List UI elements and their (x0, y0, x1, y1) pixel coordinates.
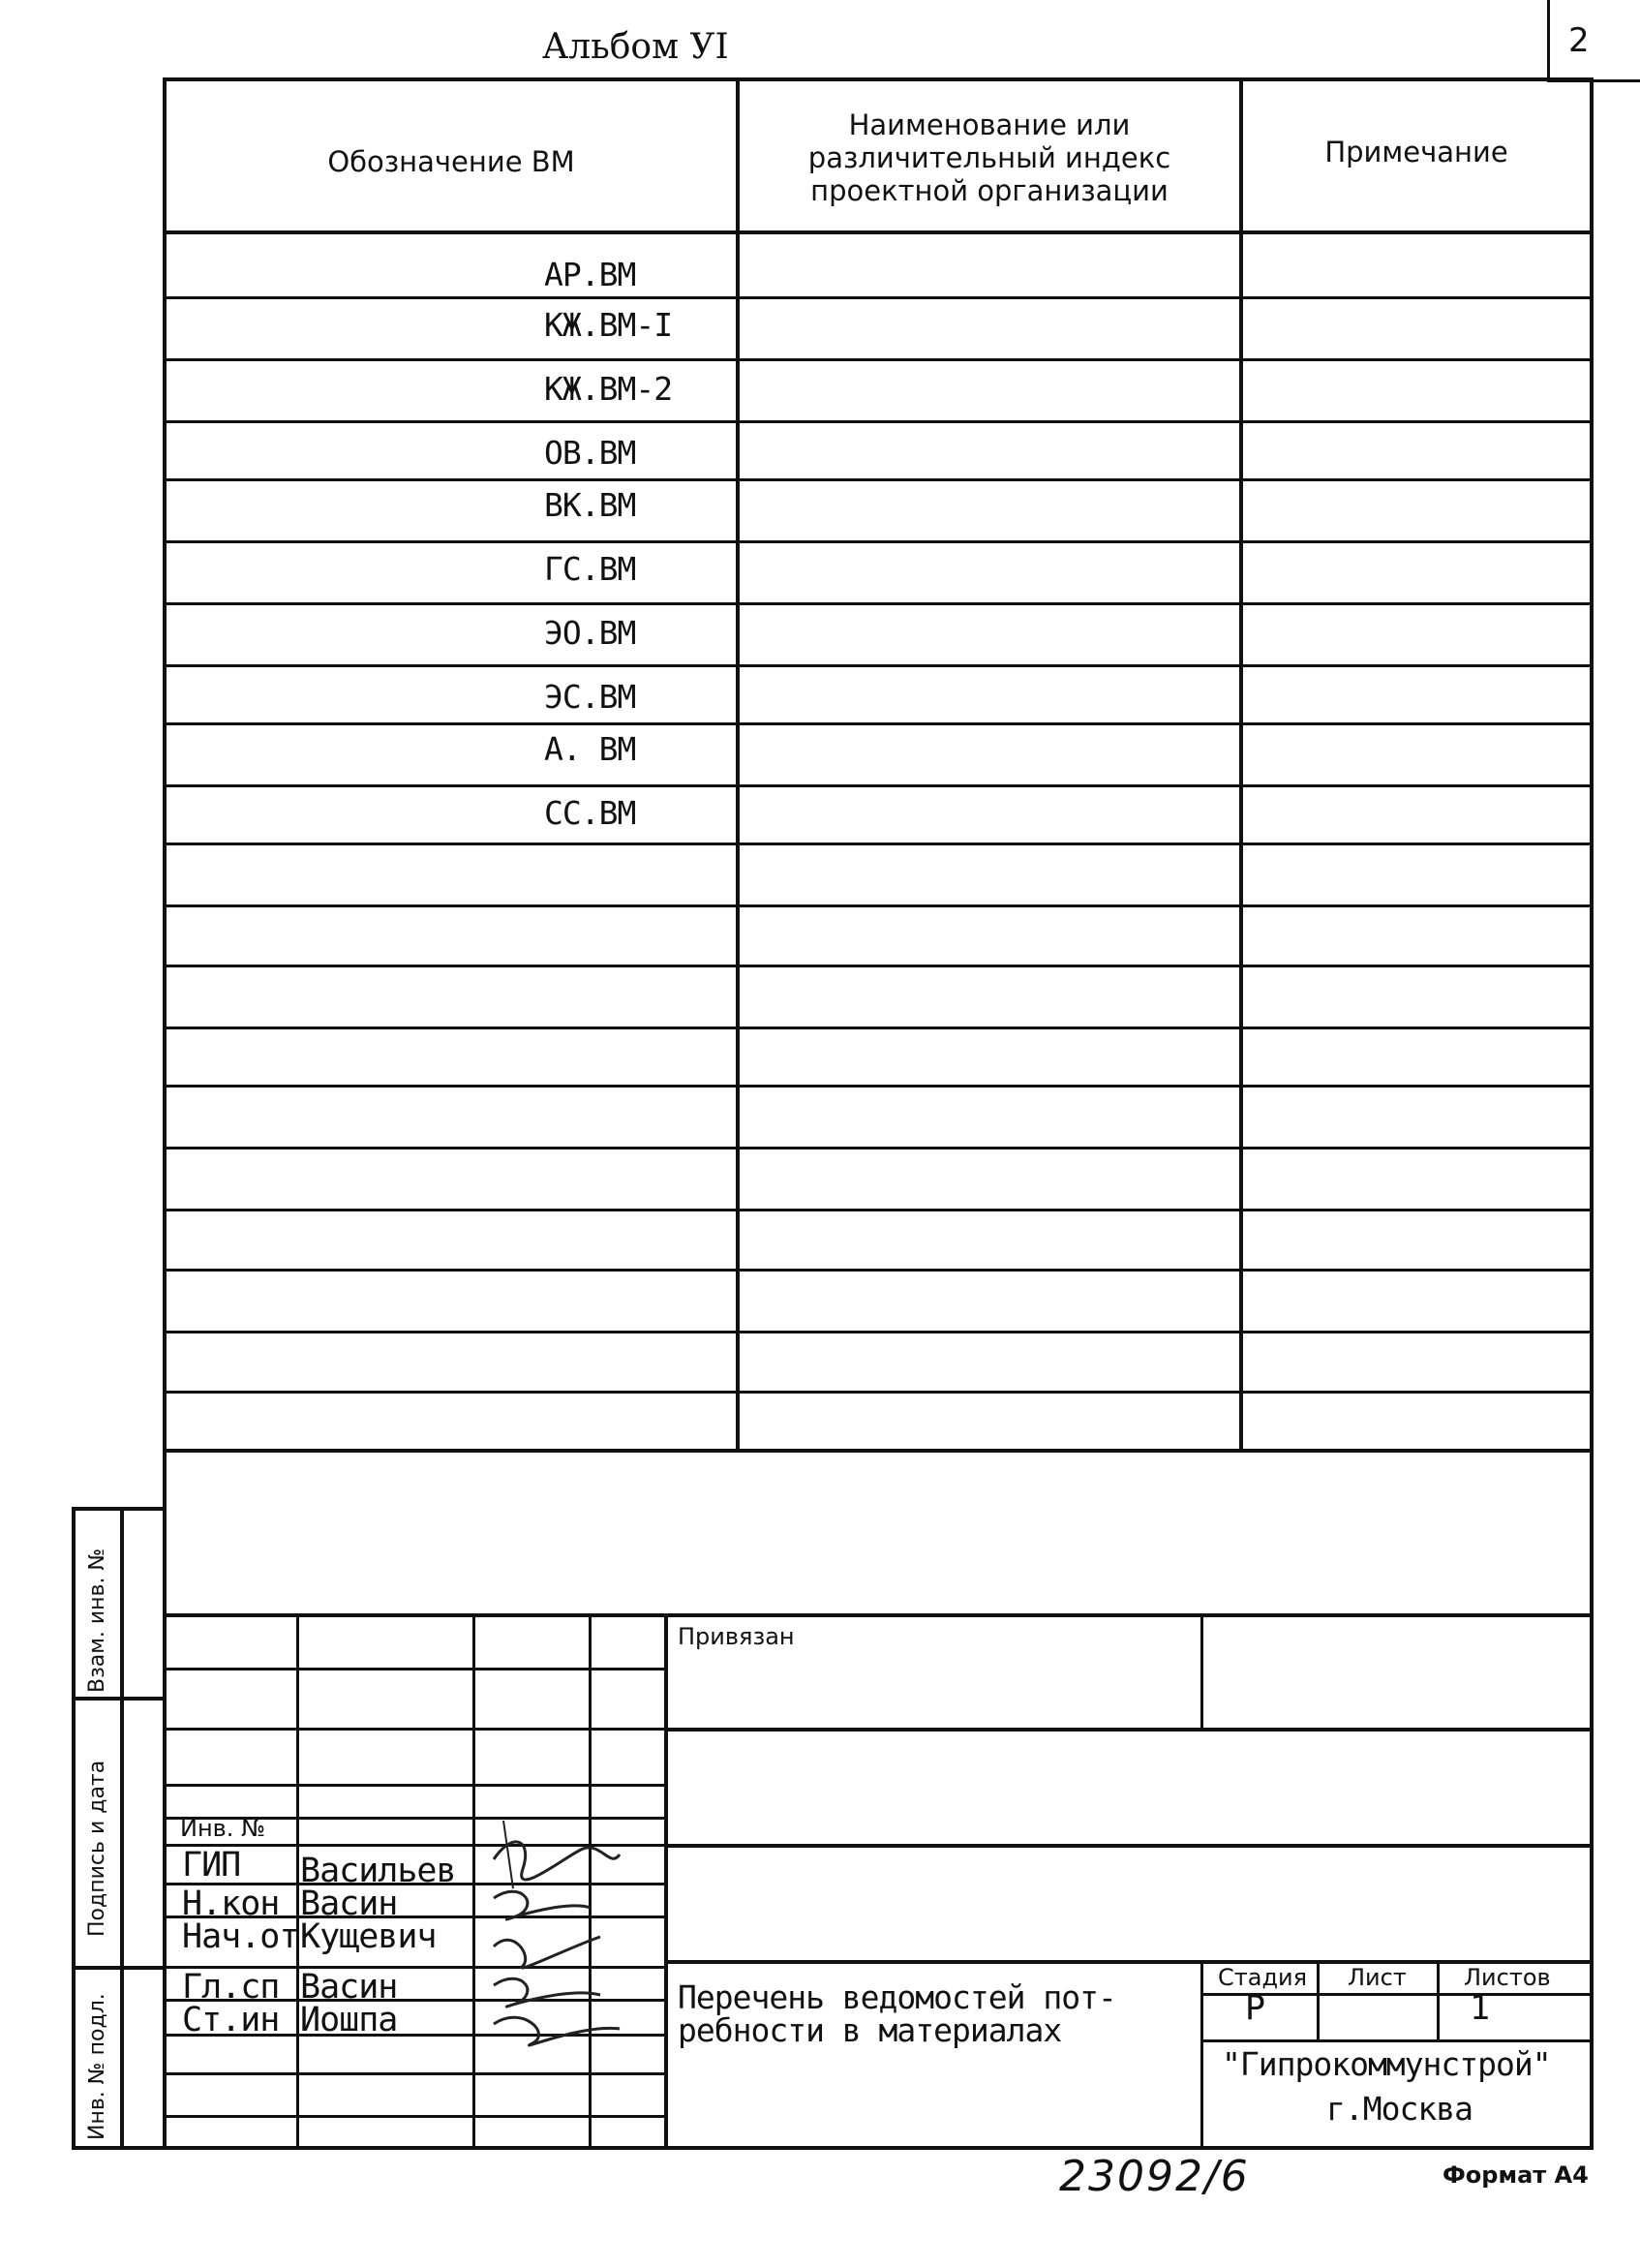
inv-podl-label: Инв. № подл. (85, 1993, 109, 2140)
row-code: ЭС.ВМ (544, 678, 636, 716)
table-row-line (167, 540, 1592, 543)
privyazan-label: Привязан (678, 1623, 795, 1650)
table-row-line (167, 784, 1592, 787)
table-row-line (167, 1147, 1592, 1149)
table-row-line (167, 478, 1592, 481)
table-row-line (167, 965, 1592, 967)
podpis-data-label: Подпись и дата (85, 1760, 109, 1937)
vzam-inv-label: Взам. инв. № (85, 1548, 109, 1693)
table-row-line (167, 1209, 1592, 1211)
person-role: Нач.от (182, 1917, 299, 1956)
table-row-line (167, 843, 1592, 845)
row-code: КЖ.ВМ-I (544, 306, 673, 344)
table-row-line (167, 420, 1592, 423)
inv-no-label: Инв. № (180, 1815, 266, 1842)
row-code: А. ВМ (544, 730, 636, 768)
row-code: ГС.ВМ (544, 550, 636, 588)
stamp-row-line (167, 1784, 664, 1787)
row-code: АР.ВМ (544, 256, 636, 293)
city: г.Москва (1326, 2090, 1473, 2128)
table-row-line (167, 1027, 1592, 1029)
frame-left (163, 79, 167, 2150)
table-row-line (167, 296, 1592, 299)
album-title: Альбом УI (542, 27, 729, 67)
row-code: СС.ВМ (544, 794, 636, 832)
table-row-line (167, 664, 1592, 667)
stamp-row-line (167, 1668, 664, 1670)
person-name: Васильев (300, 1852, 456, 1890)
organization: "Гипрокоммунстрой" (1222, 2045, 1551, 2083)
table-row-line (167, 358, 1592, 361)
table-row-line (167, 1085, 1592, 1088)
col-note-header: Примечание (1324, 136, 1508, 169)
col-name-header: Наименование или различительный индекс проектной организации (807, 108, 1171, 207)
frame-bottom (163, 2146, 1594, 2150)
stage-label: Стадия (1218, 1964, 1308, 1991)
stage-value: Р (1245, 1989, 1265, 2028)
signature-marks (474, 1801, 639, 2053)
sheet-number: 2 (1568, 21, 1590, 60)
table-row-line (167, 1269, 1592, 1272)
person-name: Кущевич (300, 1917, 437, 1956)
frame-right (1590, 77, 1594, 2150)
person-role: Н.кон (182, 1885, 280, 1923)
table-row-line (167, 602, 1592, 605)
stamp-row-line (167, 1728, 664, 1731)
table-row-line (167, 1331, 1592, 1333)
row-code: ЭО.ВМ (544, 614, 636, 652)
table-row-line (167, 904, 1592, 907)
person-name: Васин (300, 1885, 398, 1923)
table-row-line (167, 1391, 1592, 1394)
row-code: ВК.ВМ (544, 486, 636, 524)
sheets-value: 1 (1470, 1989, 1490, 2028)
format-label: Формат А4 (1443, 2161, 1589, 2189)
person-role: Гл.сп (182, 1968, 280, 2007)
table-row-line (167, 722, 1592, 725)
sheet-label: Лист (1348, 1964, 1407, 1991)
person-role: Ст.ин (182, 2001, 280, 2039)
row-code: ОВ.ВМ (544, 434, 636, 472)
stamp-row-line (167, 2115, 664, 2118)
person-name: Васин (300, 1968, 398, 2007)
stamp-row-line (167, 2072, 664, 2075)
frame-top (163, 77, 1594, 81)
person-name: Иошпа (300, 2001, 398, 2039)
col-designation-header: Обозначение ВМ (327, 145, 575, 178)
document-title: Перечень ведомостей пот- ребности в материалах (678, 1978, 1116, 2049)
person-role: ГИП (182, 1846, 241, 1885)
sheets-label: Листов (1464, 1964, 1551, 1991)
handwritten-number: 23092/6 (1059, 2152, 1250, 2201)
row-code: КЖ.ВМ-2 (544, 370, 673, 408)
